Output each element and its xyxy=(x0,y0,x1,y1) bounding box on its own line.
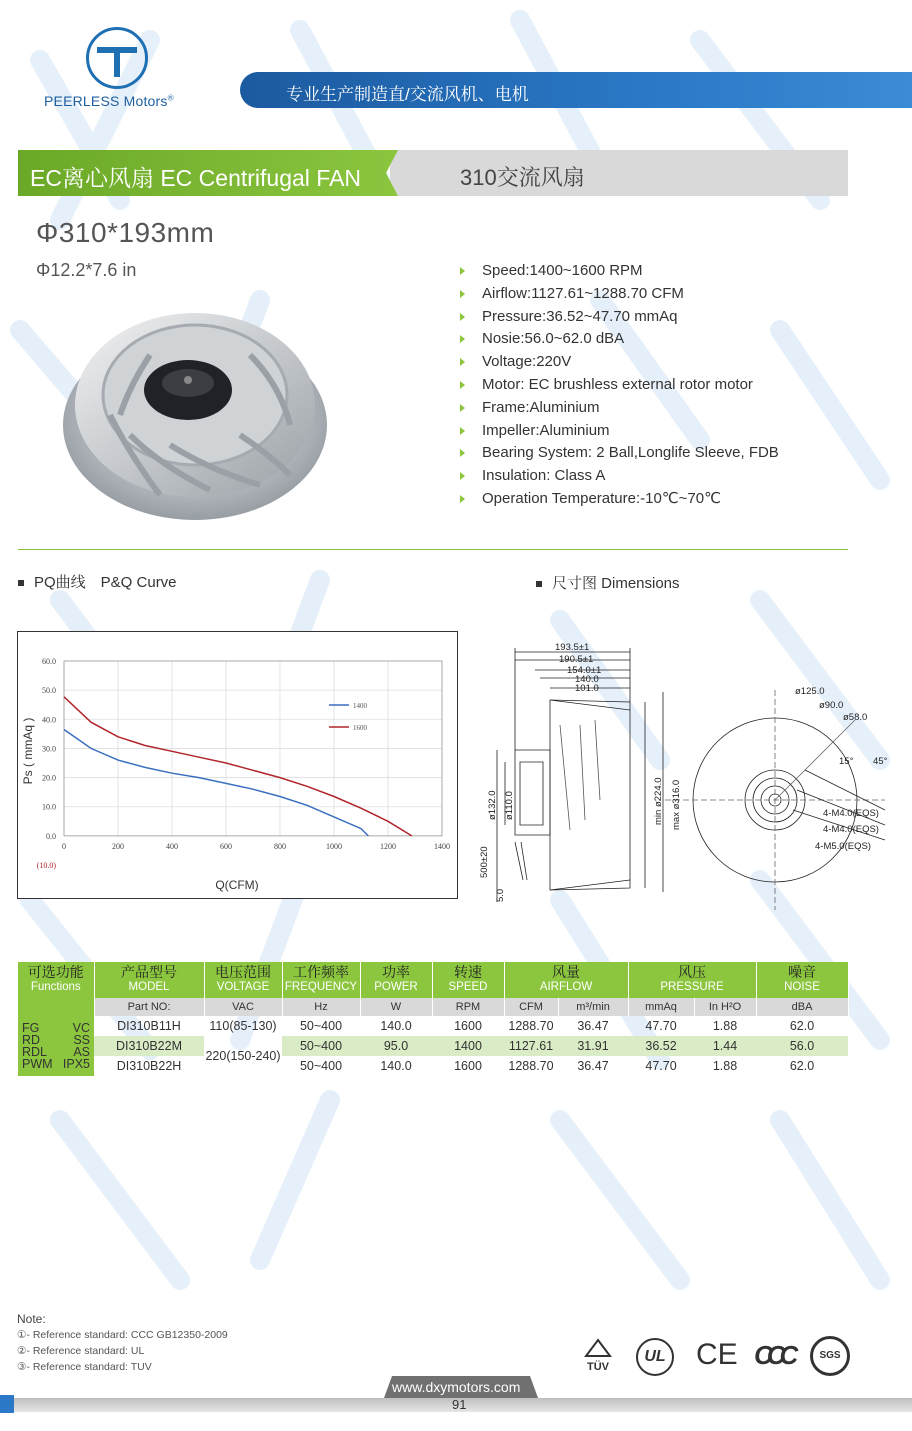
dim-15deg: 15° xyxy=(839,756,854,767)
chart-x-tick: 800 xyxy=(274,841,286,851)
dim-45deg: 45° xyxy=(873,756,888,767)
dim-316: max ø316.0 xyxy=(671,779,682,830)
header-pressure: 风压 PRESSURE xyxy=(628,962,756,998)
cell-inh2o: 1.88 xyxy=(712,1019,738,1033)
unit-dba: dBA xyxy=(756,998,848,1016)
cell-part: DI310B11H xyxy=(117,1019,181,1033)
chart-y-tick: 50.0 xyxy=(42,686,56,696)
spec-pressure: Pressure:36.52~47.70 mmAq xyxy=(458,308,779,331)
dim-101: 101.0 xyxy=(575,683,599,694)
unit-m3min: m³/min xyxy=(558,998,628,1016)
spec-impeller: Impeller:Aluminium xyxy=(458,422,779,445)
cell-freq: 50~400 xyxy=(299,1019,343,1033)
spec-noise: Nosie:56.0~62.0 dBA xyxy=(458,330,779,353)
dimensions-heading: 尺寸图 Dimensions xyxy=(536,572,680,593)
ce-cert-icon: CE xyxy=(696,1338,738,1371)
cell-mmaq: 47.70 xyxy=(645,1019,677,1033)
dim-m5: 4-M5.0(EQS) xyxy=(815,841,871,852)
banner-text: 专业生产制造直/交流风机、电机 xyxy=(286,85,529,104)
spec-list xyxy=(458,262,779,513)
dim-125: ø125.0 xyxy=(795,686,825,697)
chart-y-tick: 60.0 xyxy=(42,657,56,666)
header-speed: 转速 SPEED xyxy=(432,962,504,998)
unit-inh2o: In H²O xyxy=(694,998,756,1016)
dim-5: 5.0 xyxy=(495,888,506,902)
pq-curve-heading: PQ曲线 P&Q Curve xyxy=(18,571,177,592)
note-item-3: ③- Reference standard: TUV xyxy=(17,1361,152,1373)
cell-power: 140.0 xyxy=(380,1059,412,1073)
dim-58: ø58.0 xyxy=(843,712,868,723)
category-title: EC离心风扇 EC Centrifugal FAN xyxy=(30,165,362,191)
note-title: Note: xyxy=(17,1312,46,1326)
cell-freq: 50~400 xyxy=(299,1059,343,1073)
pq-chart xyxy=(17,631,458,899)
dim-90: ø90.0 xyxy=(819,700,844,711)
header-voltage: 电压范围 VOLTAGE xyxy=(204,962,282,998)
spec-airflow: Airflow:1127.61~1288.70 CFM xyxy=(458,285,779,308)
chart-x-tick: 0 xyxy=(62,841,66,851)
cell-inh2o: 1.88 xyxy=(712,1059,738,1073)
unit-vac: VAC xyxy=(204,998,282,1016)
cell-freq: 50~400 xyxy=(282,1036,360,1056)
chart-y-tick: 30.0 xyxy=(42,744,56,754)
spec-temperature: Operation Temperature:-10℃~70℃ xyxy=(458,490,779,513)
cell-rpm: 1600 xyxy=(454,1019,482,1033)
dim-lead: 500±20 xyxy=(479,846,490,878)
ccc-cert-icon: CCC xyxy=(754,1340,793,1370)
cell-cfm: 1288.70 xyxy=(508,1059,554,1073)
header-frequency: 工作频率 FREQUENCY xyxy=(282,962,360,998)
table-row xyxy=(18,1016,848,1036)
header-model: 产品型号 MODEL xyxy=(94,962,204,998)
logo-mark xyxy=(86,27,148,89)
dim-110: ø110.0 xyxy=(504,791,515,820)
chart-x-tick: 1200 xyxy=(380,841,396,851)
dim-193: 193.5±1 xyxy=(555,642,590,653)
cell-mmaq: 47.70 xyxy=(645,1059,677,1073)
functions-cell: FG VC RD SS RDL AS PWM IPX5 xyxy=(18,1016,94,1076)
chart-x-tick: 1000 xyxy=(326,841,342,851)
chart-y-tick: 0.0 xyxy=(46,831,56,841)
cell-voltage: 110(85-130) xyxy=(209,1019,277,1033)
chart-x-tick: 200 xyxy=(112,841,124,851)
model-table xyxy=(18,962,849,1076)
table-row xyxy=(18,1056,848,1076)
dimension-drawing xyxy=(475,630,905,910)
dim-m4a: 4-M4.0(EQS) xyxy=(823,808,879,819)
cell-cfm: 1127.61 xyxy=(504,1036,558,1056)
spec-bearing: Bearing System: 2 Ball,Longlife Sleeve, FDB xyxy=(458,444,779,467)
unit-part: Part NO: xyxy=(94,998,204,1016)
logo-name: PEERLESS Motors® xyxy=(44,93,174,109)
chart-y-tick: 20.0 xyxy=(42,773,56,783)
chart-y-tick: 10.0 xyxy=(42,802,56,812)
model-title-bar xyxy=(390,150,848,196)
unit-rpm: RPM xyxy=(432,998,504,1016)
sgs-cert-icon: SGS xyxy=(810,1336,850,1376)
dimension-mm: Φ310*193mm xyxy=(36,217,215,248)
dim-190: 190.5±1 xyxy=(559,654,594,665)
dim-224: min ø224.0 xyxy=(653,777,664,825)
unit-hz: Hz xyxy=(282,998,360,1016)
header-functions: 可选功能 Functions xyxy=(18,962,94,998)
header-airflow: 风量 AIRFLOW xyxy=(504,962,628,998)
dim-132: ø132.0 xyxy=(487,790,498,820)
chart-ylabel: Ps ( mmAq ) xyxy=(21,717,35,785)
table-row xyxy=(18,1036,848,1056)
spec-voltage: Voltage:220V xyxy=(458,353,779,376)
cell-cfm: 1288.70 xyxy=(508,1019,554,1033)
chart-y-tick: (10.0) xyxy=(36,861,56,870)
cell-m3: 31.91 xyxy=(558,1036,628,1056)
chart-legend-label: 1400 xyxy=(353,702,367,710)
cell-inh2o: 1.44 xyxy=(694,1036,756,1056)
unit-w: W xyxy=(360,998,432,1016)
cell-rpm: 1400 xyxy=(432,1036,504,1056)
dim-140: 140.0 xyxy=(575,674,599,685)
cell-dba: 56.0 xyxy=(756,1036,848,1056)
chart-x-tick: 400 xyxy=(166,841,178,851)
page-number: 91 xyxy=(452,1397,467,1412)
chart-x-tick: 600 xyxy=(220,841,232,851)
model-title: 310交流风扇 xyxy=(460,165,585,190)
cell-m3: 36.47 xyxy=(577,1019,609,1033)
cell-mmaq: 36.52 xyxy=(628,1036,694,1056)
spec-motor: Motor: EC brushless external rotor motor xyxy=(458,376,779,399)
chart-y-tick: 40.0 xyxy=(42,715,56,725)
chart-x-tick: 1400 xyxy=(434,841,450,851)
cell-dba: 62.0 xyxy=(789,1059,815,1073)
note-item-1: ①- Reference standard: CCC GB12350-2009 xyxy=(17,1329,228,1341)
dim-m4b: 4-M4.0(EQS) xyxy=(823,824,879,835)
footer-url[interactable]: www.dxymotors.com xyxy=(392,1379,521,1395)
header-noise: 噪音 NOISE xyxy=(756,962,848,998)
chart-xlabel: Q(CFM) xyxy=(215,878,259,892)
fan-product-image xyxy=(60,295,330,525)
cell-power: 95.0 xyxy=(360,1036,432,1056)
cell-part: DI310B22M xyxy=(94,1036,204,1056)
unit-cfm: CFM xyxy=(504,998,558,1016)
cell-rpm: 1600 xyxy=(454,1059,482,1073)
spec-insulation: Insulation: Class A xyxy=(458,467,779,490)
cell-voltage-shared: 220(150-240) xyxy=(205,1049,281,1063)
cell-part: DI310B22H xyxy=(116,1059,182,1073)
spec-speed: Speed:1400~1600 RPM xyxy=(458,262,779,285)
ul-cert-icon: UL xyxy=(636,1338,674,1376)
cell-dba: 62.0 xyxy=(789,1019,815,1033)
units-blank xyxy=(18,998,94,1016)
chart-legend-label: 1600 xyxy=(353,724,367,732)
dim-154: 154.0±1 xyxy=(567,665,602,676)
header-power: 功率 POWER xyxy=(360,962,432,998)
footer-accent xyxy=(0,1395,14,1413)
note-item-2: ②- Reference standard: UL xyxy=(17,1345,145,1357)
unit-mmaq: mmAq xyxy=(628,998,694,1016)
section-divider xyxy=(18,549,848,550)
spec-frame: Frame:Aluminium xyxy=(458,399,779,422)
cell-m3: 36.47 xyxy=(577,1059,609,1073)
dimension-inch: Φ12.2*7.6 in xyxy=(36,260,137,280)
tuv-cert-icon: TÜV xyxy=(582,1338,614,1373)
cell-power: 140.0 xyxy=(380,1019,412,1033)
